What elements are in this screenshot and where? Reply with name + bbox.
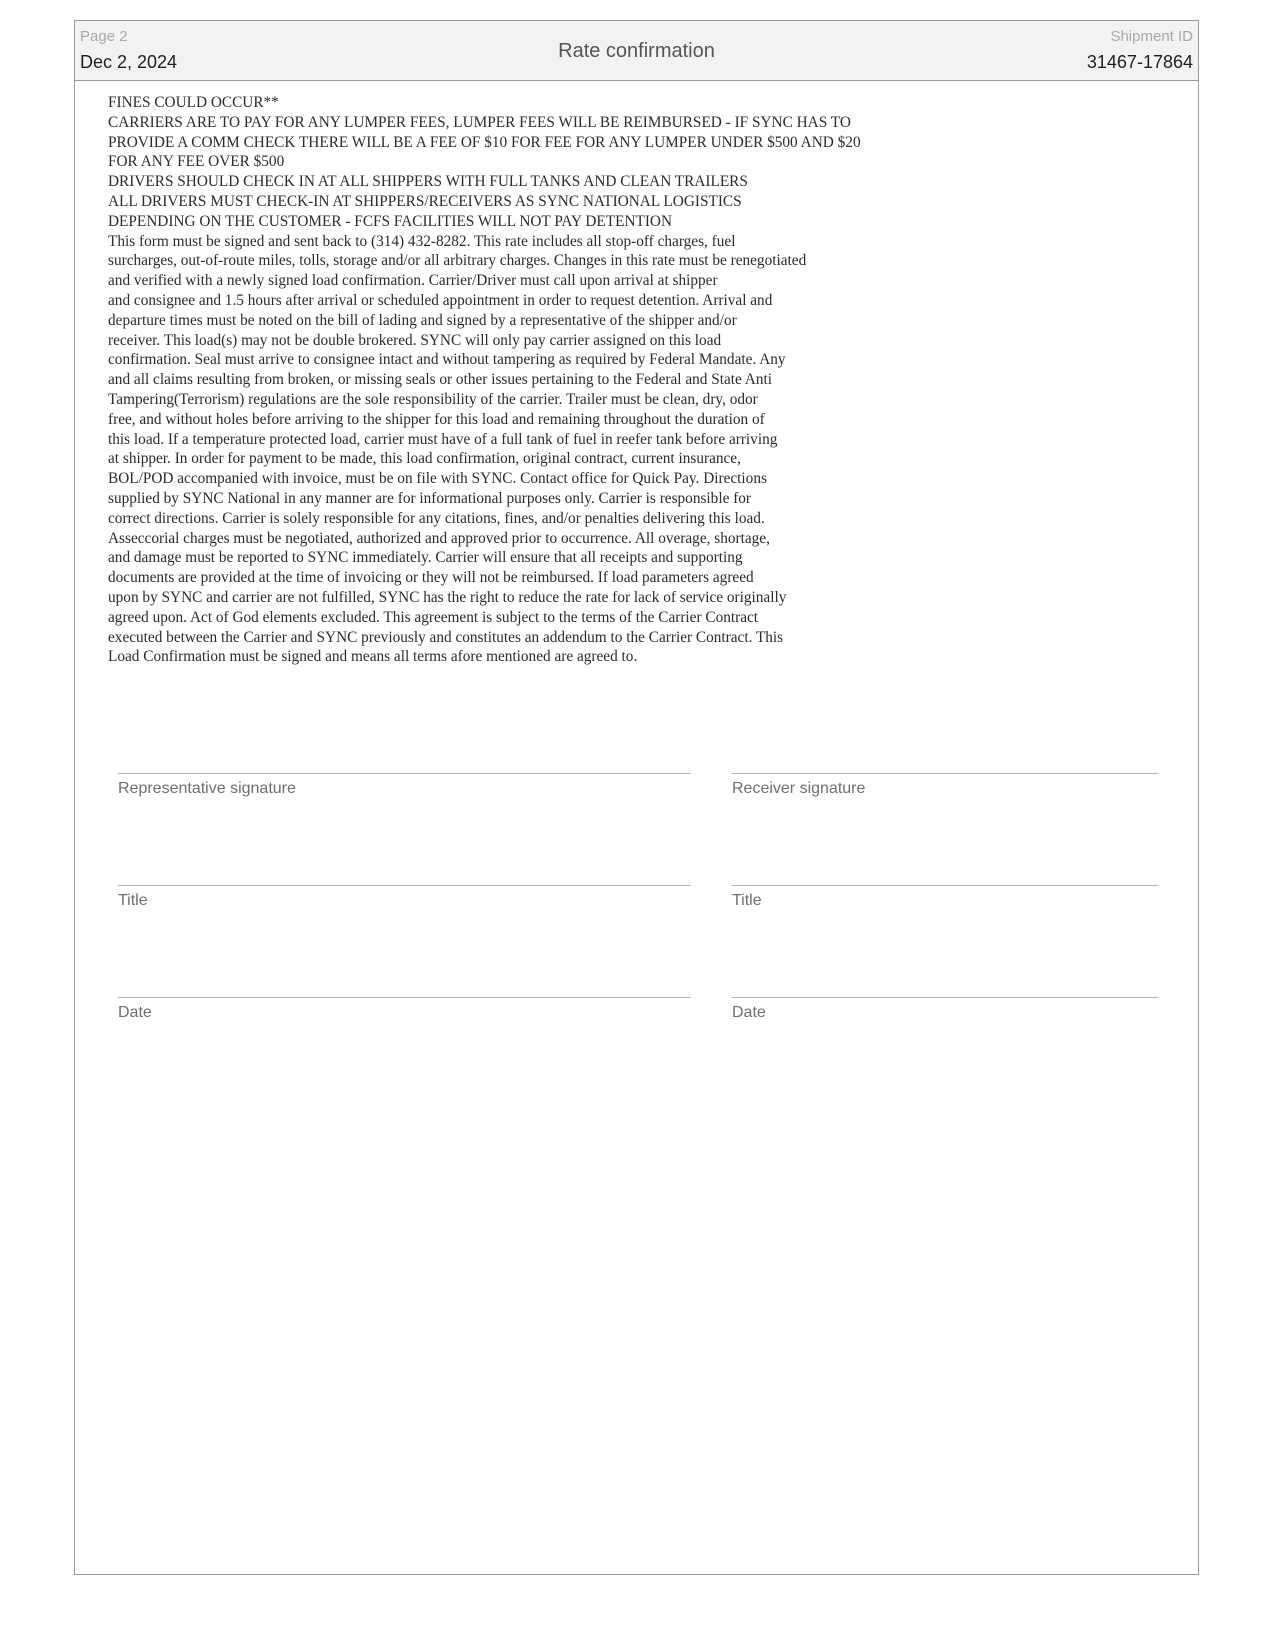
receiver-title-field[interactable] — [732, 885, 1158, 909]
terms-line: documents are provided at the time of invoicing or they will not be reimbursed. If load parameters agreed — [108, 569, 754, 587]
document-date: Dec 2, 2024 — [80, 52, 178, 72]
terms-line: free, and without holes before arriving to the shipper for this load and remaining throughout the duration of — [108, 410, 765, 428]
terms-line: and verified with a newly signed load confirmation. Carrier/Driver must call upon arrival at shipper — [108, 272, 718, 290]
terms-line: ALL DRIVERS MUST CHECK-IN AT SHIPPERS/RECEIVERS AS SYNC NATIONAL LOGISTICS — [108, 192, 742, 210]
terms-line: BOL/POD accompanied with invoice, must be on file with SYNC. Contact office for Quick Pay. Directions — [108, 470, 767, 488]
terms-and-conditions — [108, 93, 1168, 667]
terms-line: agreed upon. Act of God elements excluded. This agreement is subject to the terms of the Carrier Contract — [108, 608, 759, 626]
terms-line: DEPENDING ON THE CUSTOMER - FCFS FACILITIES WILL NOT PAY DETENTION — [108, 212, 673, 230]
receiver-date-field[interactable] — [732, 997, 1158, 1021]
representative-date-label: Date — [118, 1004, 152, 1021]
representative-signature-field[interactable] — [118, 773, 691, 797]
document-page — [74, 20, 1199, 1575]
shipment-id-label: Shipment ID — [1110, 28, 1193, 45]
terms-line: FINES COULD OCCUR** — [108, 94, 279, 111]
receiver-title-label: Title — [732, 892, 762, 909]
terms-line: FOR ANY FEE OVER $500 — [108, 153, 285, 171]
receiver-date-label: Date — [732, 1004, 766, 1021]
terms-line: this load. If a temperature protected load, carrier must have of a full tank of fuel in reefer tank before arriving — [108, 430, 778, 448]
terms-line: departure times must be noted on the bill of lading and signed by a representative of the shipper and/or — [108, 311, 737, 329]
terms-line: DRIVERS SHOULD CHECK IN AT ALL SHIPPERS WITH FULL TANKS AND CLEAN TRAILERS — [108, 173, 748, 191]
representative-title-field[interactable] — [118, 885, 691, 909]
terms-line: upon by SYNC and carrier are not fulfilled, SYNC has the right to reduce the rate for lack of service originally — [108, 588, 787, 606]
terms-line: and damage must be reported to SYNC immediately. Carrier will ensure that all receipts and supporting — [108, 549, 743, 567]
page-number: Page 2 — [80, 28, 128, 45]
shipment-id-value: 31467-17864 — [1086, 52, 1193, 72]
terms-line: surcharges, out-of-route miles, tolls, storage and/or all arbitrary charges. Changes in this rate must be renegotiated — [108, 252, 807, 270]
terms-line: correct directions. Carrier is solely responsible for any citations, fines, and/or penalties delivering this load. — [108, 509, 765, 527]
representative-signature-label: Representative signature — [118, 780, 296, 797]
terms-line: Asseccorial charges must be negotiated, authorized and approved prior to occurrence. All overage, shortage, — [108, 529, 770, 547]
terms-line: This form must be signed and sent back to (314) 432-8282. This rate includes all stop-off charges, fuel — [108, 232, 736, 250]
terms-line: and all claims resulting from broken, or missing seals or other issues pertaining to the Federal and State Anti — [108, 371, 773, 389]
terms-line: PROVIDE A COMM CHECK THERE WILL BE A FEE OF $10 FOR FEE FOR ANY LUMPER UNDER $500 AND $20 — [108, 133, 861, 151]
document-title: Rate confirmation — [558, 40, 715, 62]
terms-line: receiver. This load(s) may not be double brokered. SYNC will only pay carrier assigned on this load — [108, 331, 722, 349]
terms-line: confirmation. Seal must arrive to consignee intact and without tampering as required by Federal Mandate. Any — [108, 351, 786, 369]
page-header — [75, 21, 1198, 81]
terms-line: Tampering(Terrorism) regulations are the sole responsibility of the carrier. Trailer must be clean, dry, odor — [108, 390, 758, 408]
terms-line: executed between the Carrier and SYNC previously and constitutes an addendum to the Carrier Contract. This — [108, 628, 784, 646]
terms-line: CARRIERS ARE TO PAY FOR ANY LUMPER FEES, LUMPER FEES WILL BE REIMBURSED - IF SYNC HAS TO — [108, 113, 851, 131]
representative-title-label: Title — [118, 892, 148, 909]
terms-line: Load Confirmation must be signed and means all terms afore mentioned are agreed to. — [108, 648, 638, 666]
terms-line: supplied by SYNC National in any manner are for informational purposes only. Carrier is responsible for — [108, 489, 752, 507]
receiver-signature-label: Receiver signature — [732, 780, 866, 797]
receiver-signature-field[interactable] — [732, 773, 1158, 797]
header-right-block — [1087, 27, 1193, 75]
terms-line: and consignee and 1.5 hours after arrival or scheduled appointment in order to request detention. Arrival and — [108, 291, 773, 309]
terms-line: at shipper. In order for payment to be made, this load confirmation, original contract, current insurance, — [108, 450, 741, 468]
representative-date-field[interactable] — [118, 997, 691, 1021]
